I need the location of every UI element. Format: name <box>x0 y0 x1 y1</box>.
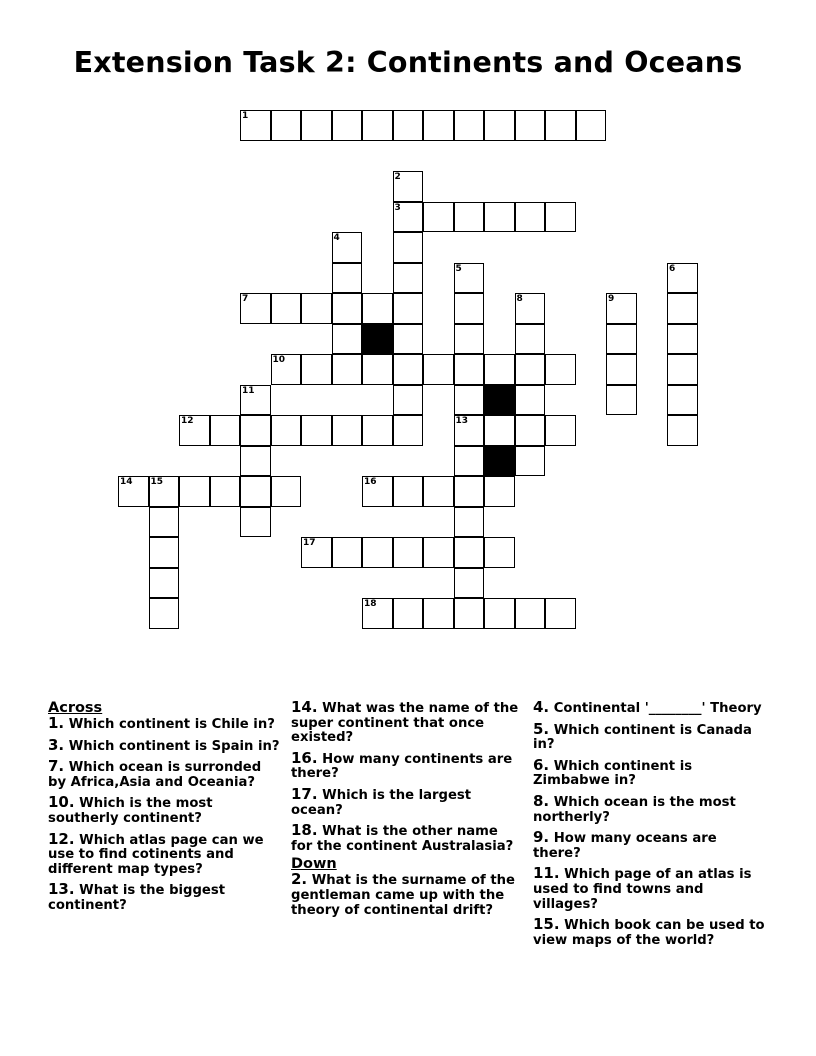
clue-number: 9 <box>608 294 615 304</box>
clue-across-10: 10. Which is the most southerly continent? <box>48 793 213 826</box>
clue-number: 1 <box>242 111 249 121</box>
grid-cell[interactable] <box>454 446 485 477</box>
grid-cell[interactable] <box>301 537 332 568</box>
grid-cell[interactable] <box>149 598 180 629</box>
grid-cell[interactable] <box>210 415 241 446</box>
clue-number: 12 <box>181 416 194 426</box>
grid-cell[interactable] <box>454 324 485 355</box>
grid-cell[interactable] <box>118 476 149 507</box>
grid-cell[interactable] <box>332 415 363 446</box>
grid-cell[interactable] <box>454 415 485 446</box>
grid-cell[interactable] <box>301 293 332 324</box>
grid-cell[interactable] <box>332 110 363 141</box>
grid-cell[interactable] <box>362 415 393 446</box>
grid-cell[interactable] <box>393 476 424 507</box>
grid-cell[interactable] <box>332 537 363 568</box>
clue-number: 4 <box>333 233 340 243</box>
grid-cell[interactable] <box>484 537 515 568</box>
grid-cell[interactable] <box>393 202 424 233</box>
grid-cell[interactable] <box>484 110 515 141</box>
grid-cell[interactable] <box>423 537 454 568</box>
black-cell <box>362 324 393 355</box>
grid-cell[interactable] <box>332 263 363 294</box>
grid-cell[interactable] <box>515 110 546 141</box>
grid-cell[interactable] <box>423 110 454 141</box>
grid-cell[interactable] <box>576 110 607 141</box>
grid-cell[interactable] <box>515 446 546 477</box>
grid-cell[interactable] <box>454 537 485 568</box>
clues-column-3 <box>533 700 765 953</box>
clue-number: 5 <box>455 263 462 274</box>
grid-cell[interactable] <box>240 110 271 141</box>
grid-cell[interactable] <box>667 385 698 416</box>
clue-number: 17 <box>303 538 316 548</box>
grid-cell[interactable] <box>240 476 271 507</box>
grid-cell[interactable] <box>423 598 454 629</box>
clue-down-5: 5. Which continent is Canada in? <box>533 719 752 753</box>
grid-cell[interactable] <box>149 507 180 538</box>
grid-cell[interactable] <box>545 110 576 141</box>
clues-column-1 <box>48 700 283 919</box>
grid-cell[interactable] <box>393 110 424 141</box>
grid-cell[interactable] <box>545 598 576 629</box>
clue-number: 7 <box>242 294 249 304</box>
clue-down-8: 8. Which ocean is the most northerly? <box>533 791 736 825</box>
grid-cell[interactable] <box>484 354 515 385</box>
grid-cell[interactable] <box>271 476 302 507</box>
clue-number: 3 <box>394 202 401 213</box>
grid-cell[interactable] <box>515 598 546 629</box>
down-heading: Down <box>291 856 337 873</box>
grid-cell[interactable] <box>667 293 698 324</box>
black-cell <box>484 385 515 416</box>
grid-cell[interactable] <box>545 202 576 233</box>
clue-across-13: 13. What is the biggest continent? <box>48 880 226 913</box>
grid-cell[interactable] <box>515 202 546 233</box>
grid-cell[interactable] <box>393 171 424 202</box>
clue-number: 11 <box>242 385 255 396</box>
grid-cell[interactable] <box>271 415 302 446</box>
grid-cell[interactable] <box>515 385 546 416</box>
clue-across-16: 16. How many continents are there? <box>291 748 513 782</box>
clue-number: 16 <box>364 477 377 487</box>
grid-cell[interactable] <box>454 385 485 416</box>
grid-cell[interactable] <box>454 568 485 599</box>
clue-down-9: 9. How many oceans are there? <box>533 828 717 861</box>
grid-cell[interactable] <box>271 354 302 385</box>
grid-cell[interactable] <box>454 110 485 141</box>
grid-cell[interactable] <box>667 324 698 355</box>
grid-cell[interactable] <box>393 324 424 355</box>
grid-cell[interactable] <box>606 293 637 324</box>
grid-cell[interactable] <box>454 598 485 629</box>
grid-cell[interactable] <box>362 476 393 507</box>
grid-cell[interactable] <box>240 293 271 324</box>
clues-column-2 <box>291 700 523 923</box>
grid-cell[interactable] <box>301 415 332 446</box>
grid-cell[interactable] <box>149 568 180 599</box>
grid-cell[interactable] <box>301 110 332 141</box>
grid-cell[interactable] <box>332 354 363 385</box>
grid-cell[interactable] <box>393 354 424 385</box>
grid-cell[interactable] <box>240 446 271 477</box>
grid-cell[interactable] <box>423 354 454 385</box>
grid-cell[interactable] <box>606 354 637 385</box>
clue-down-15: 15. Which book can be used to view maps of the world? <box>533 915 765 948</box>
grid-cell[interactable] <box>362 110 393 141</box>
grid-cell[interactable] <box>454 263 485 294</box>
clue-across-14: 14. What was the name of the super continent that once existed? <box>291 698 519 746</box>
grid-cell[interactable] <box>393 293 424 324</box>
grid-cell[interactable] <box>179 415 210 446</box>
grid-cell[interactable] <box>149 537 180 568</box>
grid-cell[interactable] <box>393 537 424 568</box>
clue-down-11: 11. Which page of an atlas is used to find towns and villages? <box>533 864 752 912</box>
clue-across-3: 3. Which continent is Spain in? <box>48 735 280 754</box>
grid-cell[interactable] <box>271 110 302 141</box>
grid-cell[interactable] <box>606 385 637 416</box>
clue-across-18: 18. What is the other name for the continent Australasia? <box>291 821 514 854</box>
grid-cell[interactable] <box>179 476 210 507</box>
grid-cell[interactable] <box>515 354 546 385</box>
clue-number: 18 <box>364 599 377 609</box>
clue-number: 8 <box>516 294 523 304</box>
grid-cell[interactable] <box>667 354 698 385</box>
clue-number: 15 <box>150 477 164 487</box>
clue-down-2: 2. What is the surname of the gentleman came up with the theory of continental drift? <box>291 870 515 918</box>
grid-cell[interactable] <box>515 324 546 355</box>
grid-cell[interactable] <box>362 354 393 385</box>
grid-cell[interactable] <box>484 202 515 233</box>
grid-cell[interactable] <box>393 263 424 294</box>
clue-across-1: 1. Which continent is Chile in? <box>48 714 275 732</box>
across-heading: Across <box>48 700 103 716</box>
grid-cell[interactable] <box>484 415 515 446</box>
grid-cell[interactable] <box>454 293 485 324</box>
grid-cell[interactable] <box>393 232 424 263</box>
clue-number: 6 <box>669 263 676 274</box>
grid-cell[interactable] <box>362 293 393 324</box>
grid-cell[interactable] <box>515 415 546 446</box>
grid-cell[interactable] <box>149 476 180 507</box>
clue-number: 2 <box>394 172 401 182</box>
clue-across-7: 7. Which ocean is surronded by Africa,Asia and Oceania? <box>48 757 262 790</box>
grid-cell[interactable] <box>240 415 271 446</box>
grid-cell[interactable] <box>515 293 546 324</box>
grid-cell[interactable] <box>606 324 637 355</box>
grid-cell[interactable] <box>332 293 363 324</box>
clue-across-12: 12. Which atlas page can we use to find cotinents and different map types? <box>48 829 264 877</box>
grid-cell[interactable] <box>454 202 485 233</box>
grid-cell[interactable] <box>393 598 424 629</box>
grid-cell[interactable] <box>667 263 698 294</box>
grid-cell[interactable] <box>454 507 485 538</box>
grid-cell[interactable] <box>240 385 271 416</box>
clue-across-17: 17. Which is the largest ocean? <box>291 784 472 818</box>
grid-cell[interactable] <box>362 537 393 568</box>
grid-cell[interactable] <box>210 476 241 507</box>
grid-cell[interactable] <box>362 598 393 629</box>
grid-cell[interactable] <box>667 415 698 446</box>
grid-cell[interactable] <box>454 354 485 385</box>
clue-down-4: 4. Continental '________' Theory <box>533 698 762 716</box>
grid-cell[interactable] <box>332 232 363 263</box>
grid-cell[interactable] <box>332 324 363 355</box>
grid-cell[interactable] <box>393 385 424 416</box>
clue-number: 13 <box>455 416 469 426</box>
grid-cell[interactable] <box>423 202 454 233</box>
page-title: Extension Task 2: Continents and Oceans <box>73 46 743 79</box>
clue-down-6: 6. Which continent is Zimbabwe in? <box>533 755 693 789</box>
grid-cell[interactable] <box>545 415 576 446</box>
grid-cell[interactable] <box>423 476 454 507</box>
grid-cell[interactable] <box>301 354 332 385</box>
clue-number: 14 <box>120 477 133 487</box>
grid-cell[interactable] <box>393 415 424 446</box>
black-cell <box>484 446 515 477</box>
grid-cell[interactable] <box>545 354 576 385</box>
grid-cell[interactable] <box>484 476 515 507</box>
clue-number: 10 <box>272 355 286 365</box>
grid-cell[interactable] <box>484 598 515 629</box>
grid-cell[interactable] <box>454 476 485 507</box>
grid-cell[interactable] <box>240 507 271 538</box>
grid-cell[interactable] <box>271 293 302 324</box>
